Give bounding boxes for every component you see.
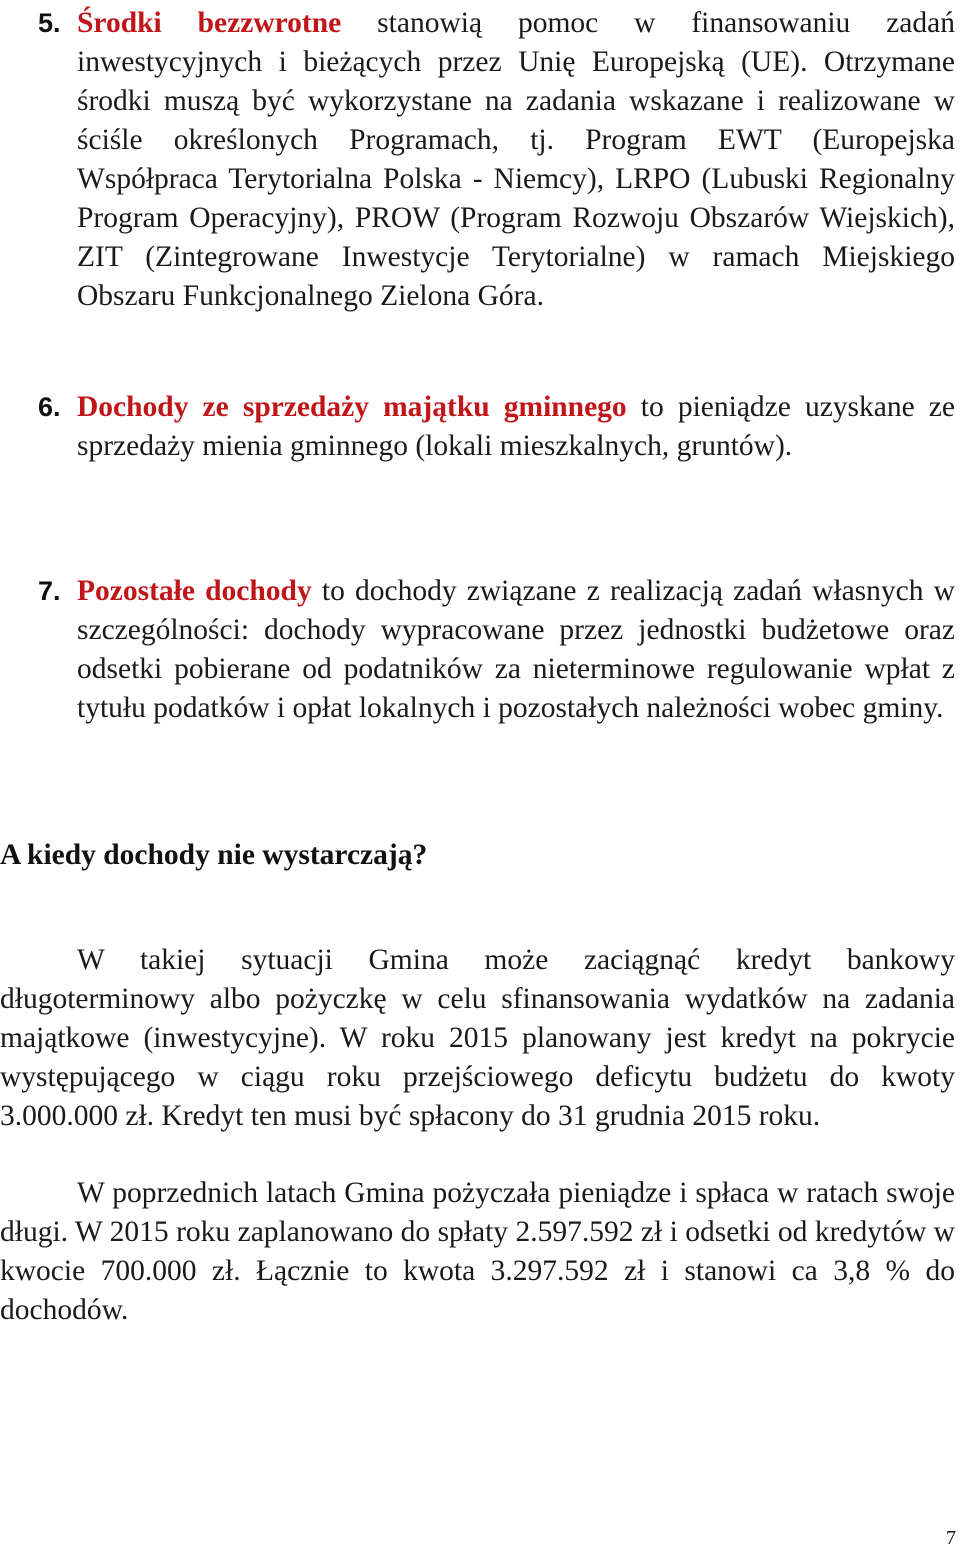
paragraph-text: W poprzednich latach Gmina pożyczała pieniądze i spłaca w ratach swoje długi. W 2015 roku zaplanowano do spłaty 2.597.592 zł i odsetki od kredytów w kwocie 700.000 zł. Łącznie to kwota 3.297.592 zł i stanowi ca 3,8 % do dochodów. — [0, 1177, 955, 1326]
list-item-5 — [0, 4, 955, 316]
page-number: 7 — [946, 1527, 956, 1549]
section-heading: A kiedy dochody nie wystarczają? — [0, 839, 428, 871]
paragraph-text: W takiej sytuacji Gmina może zaciągnąć kredyt bankowy długoterminowy albo pożyczkę w celu sfinansowania wydatków na zadania majątkowe (inwestycyjne). W roku 2015 planowany jest kredyt na pokrycie występującego w ciągu roku przejściowego deficytu budżetu do kwoty 3.000.000 zł. Kredyt ten musi być spłacony do 31 grudnia 2015 roku. — [0, 944, 955, 1132]
paragraph-1 — [0, 941, 955, 1136]
list-item-text: to dochody związane z realizacją zadań własnych w szczególności: dochody wypracowane przez jednostki budżetowe oraz odsetki pobierane od podatników za nieterminowe regulowanie wpłat z tytułu podatków i opłat lokalnych i pozostałych należności wobec gminy. — [77, 575, 955, 724]
list-item-7 — [0, 572, 955, 728]
highlighted-term: Pozostałe dochody — [77, 575, 312, 607]
list-item-6 — [0, 388, 955, 466]
list-item-body — [77, 572, 955, 728]
list-item-body — [77, 4, 955, 316]
list-item-body — [77, 388, 955, 466]
highlighted-term: Dochody ze sprzedaży majątku gminnego — [77, 391, 627, 423]
list-number: 5. — [38, 8, 61, 38]
highlighted-term: Środki bezzwrotne — [77, 7, 342, 39]
paragraph-2 — [0, 1174, 955, 1330]
list-number: 6. — [38, 392, 61, 422]
list-item-text: to pieniądze uzyskane ze sprzedaży mienia gminnego (lokali mieszkalnych, gruntów). — [77, 391, 955, 462]
list-number: 7. — [38, 576, 61, 606]
list-item-text: stanowią pomoc w finansowaniu zadań inwestycyjnych i bieżących przez Unię Europejską (UE). Otrzymane środki muszą być wykorzystane na zadania wskazane i realizowane w ściśle określonych Programach, tj. Program EWT (Europejska Współpraca Terytorialna Polska - Niemcy), LRPO (Lubuski Regionalny Program Operacyjny), PROW (Program Rozwoju Obszarów Wiejskich), ZIT (Zintegrowane Inwestycje Terytorialne) w ramach Miejskiego Obszaru Funkcjonalnego Zielona Góra. — [77, 7, 955, 312]
